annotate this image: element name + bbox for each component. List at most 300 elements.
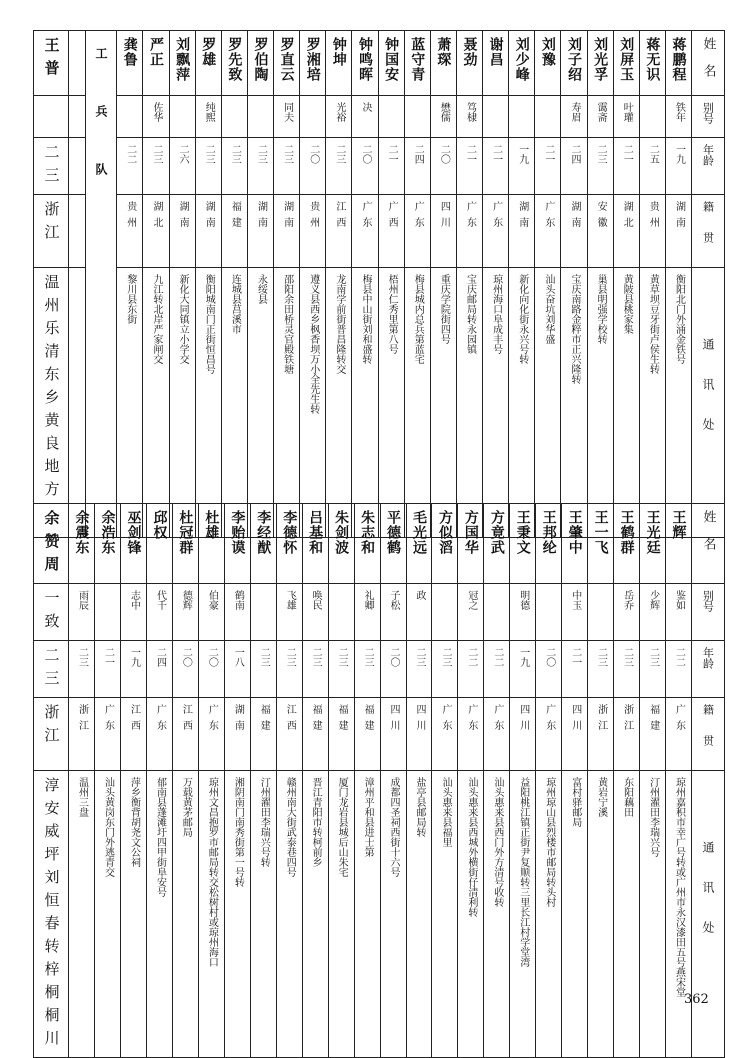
table-cell: [354, 504, 380, 584]
bottom_table-row-native: [34, 698, 725, 771]
table-cell: [143, 138, 169, 195]
person-native-place: 四川: [388, 704, 400, 736]
person-name: 严正: [147, 37, 164, 67]
person-age: 二五: [647, 144, 659, 164]
table-cell: [509, 138, 535, 195]
person-alias: 笃棣: [464, 102, 476, 122]
section-label: 工兵队: [94, 47, 108, 221]
person-name: 罗伯陶: [252, 37, 269, 82]
person-address: 重庆学院街四号: [438, 274, 450, 344]
person-age: 二〇: [388, 647, 400, 667]
person-native-place: 浙江: [42, 201, 61, 247]
person-name: 蒋无识: [644, 37, 661, 82]
table-cell: [302, 771, 328, 1058]
table-cell: [404, 138, 430, 195]
table-cell: [404, 96, 430, 138]
table-cell: [587, 195, 613, 268]
table-cell: [69, 641, 95, 698]
person-address: 梅县城内总兵第蓝宅: [412, 274, 424, 364]
table-cell: [484, 641, 510, 698]
person-address: 新化大同镇立小学交: [177, 274, 189, 364]
table-cell: [95, 698, 121, 771]
table-cell: [117, 195, 143, 268]
person-age: 二三: [255, 144, 267, 164]
person-name: 龚鲁: [121, 37, 138, 67]
table-cell: [665, 268, 691, 538]
person-address: 巢县明强学校转: [595, 274, 607, 344]
person-name: 罗先致: [226, 37, 243, 82]
table-cell: [117, 138, 143, 195]
person-alias: 唤民: [310, 590, 322, 610]
person-native-place: 广东: [465, 704, 477, 736]
person-alias: 明德: [517, 590, 529, 610]
table-cell: [172, 698, 198, 771]
table-cell: [300, 268, 326, 538]
person-name: 毛光远: [410, 510, 427, 555]
table-cell: [614, 641, 640, 698]
person-name: 蒋鹏程: [670, 37, 687, 82]
person-alias: 同夫: [281, 102, 293, 122]
person-native-place: 广东: [673, 704, 685, 736]
person-age: 二一: [102, 647, 114, 667]
person-address: 连城县莒溪市: [229, 274, 241, 334]
table-cell: [535, 268, 561, 538]
person-alias: 懋儒: [438, 102, 450, 122]
person-address: 梧州仁秀里第八号: [386, 274, 398, 354]
table-cell-last: [34, 96, 69, 138]
person-address: 汕头惠来县福里: [439, 777, 451, 847]
bottom_table-row-alias: [34, 584, 725, 641]
table-cell: [198, 584, 224, 641]
table-cell: [510, 641, 536, 698]
table-cell: [613, 138, 639, 195]
person-name: 罗湘培: [304, 37, 321, 82]
person-age: 二〇: [543, 647, 555, 667]
person-address: 赣州南大街武泰巷四号: [284, 777, 296, 877]
table-cell: [456, 31, 482, 96]
table-cell: [172, 641, 198, 698]
table-cell: [326, 268, 352, 538]
table-cell: [406, 641, 432, 698]
table-cell: [380, 698, 406, 771]
person-name: 王邦纶: [540, 510, 557, 555]
person-address: 衡阳北门外涌金铁号: [673, 274, 685, 364]
person-age: 二三: [284, 647, 296, 667]
header-name: [692, 504, 725, 584]
table-cell: [430, 268, 456, 538]
table-cell-last: [34, 584, 69, 641]
person-name: 谢昌: [487, 37, 504, 67]
table-cell: [224, 584, 250, 641]
person-age: 二一: [621, 144, 633, 164]
person-name: 巫剑锋: [125, 510, 142, 555]
header-label-age: 年龄: [701, 647, 715, 669]
table-cell: [378, 268, 404, 538]
table-cell: [536, 641, 562, 698]
table-cell: [562, 504, 588, 584]
person-name: 王秉文: [514, 510, 531, 555]
person-age: 二三: [595, 144, 607, 164]
table-cell: [613, 96, 639, 138]
person-age: 二二: [491, 647, 503, 667]
table-cell: [328, 504, 354, 584]
person-address: 黄陂县桃家集: [621, 274, 633, 334]
person-name: 杜雄: [203, 510, 220, 540]
table-cell: [146, 504, 172, 584]
person-address: 黄岩宁溪: [595, 777, 607, 817]
person-name: 钟鸣晖: [356, 37, 373, 82]
table-cell: [195, 96, 221, 138]
table-cell: [221, 96, 247, 138]
table-cell: [614, 698, 640, 771]
table-cell: [221, 268, 247, 538]
table-cell: [562, 698, 588, 771]
person-name: 王普: [42, 37, 61, 83]
table-cell: [198, 641, 224, 698]
person-address: 琼州嘉积市幸广号转或广州市永汉漆田五号燕宋堂: [673, 777, 685, 997]
person-native-place: 福建: [258, 704, 270, 736]
person-address: 遵义县西乡枫香坝万小全先生转: [307, 274, 319, 414]
table-cell: [247, 31, 273, 96]
person-address: 新化向化街永兴号转: [516, 274, 528, 364]
table-cell: [274, 31, 300, 96]
table-cell: [456, 268, 482, 538]
person-name: 李贻谟: [229, 510, 246, 555]
header-label-native: 籍贯: [701, 704, 715, 766]
person-age: 一九: [673, 144, 685, 164]
table-cell: [639, 138, 665, 195]
person-native-place: 湖南: [177, 201, 189, 233]
table-cell: [456, 195, 482, 268]
roster-table-bottom: [33, 503, 725, 1058]
bottom_table-row-address: [34, 771, 725, 1058]
table-cell: [117, 268, 143, 538]
person-name: 王鹤群: [618, 510, 635, 555]
person-address: 龙南学前街普昌隆转交: [333, 274, 345, 374]
table-cell: [666, 584, 692, 641]
table-cell: [224, 771, 250, 1058]
person-age: 二一: [490, 144, 502, 164]
table-cell-last: [34, 504, 69, 584]
table-cell-last: [34, 641, 69, 698]
table-cell: [352, 268, 378, 538]
person-native-place: 四川: [569, 704, 581, 736]
person-address: 汕头惠来县西门外方清号收转: [491, 777, 503, 907]
person-native-place: 江西: [333, 201, 345, 233]
person-name: 刘少峰: [513, 37, 530, 82]
table-cell: [250, 771, 276, 1058]
person-address: 汕头奋坑刘华盛: [542, 274, 554, 344]
spacer-cell: [69, 31, 86, 96]
person-native-place: 广东: [206, 704, 218, 736]
person-name: 邱权: [151, 510, 168, 540]
person-age: 一九: [128, 647, 140, 667]
table-cell: [561, 138, 587, 195]
person-alias: 政: [413, 590, 425, 600]
table-cell: [536, 771, 562, 1058]
table-cell: [404, 268, 430, 538]
table-cell: [562, 771, 588, 1058]
table-cell: [484, 504, 510, 584]
top_table-row-native: [34, 195, 725, 268]
table-cell: [169, 138, 195, 195]
header-label-address: 通讯处: [701, 338, 715, 458]
person-native-place: 福建: [229, 201, 241, 233]
table-cell: [121, 771, 147, 1058]
table-cell: [121, 584, 147, 641]
table-cell: [326, 96, 352, 138]
person-alias: 志中: [128, 590, 140, 610]
person-age: 二〇: [180, 647, 192, 667]
table-cell: [588, 641, 614, 698]
table-cell: [640, 698, 666, 771]
table-cell: [430, 96, 456, 138]
table-cell: [406, 504, 432, 584]
person-address: 黄草坝豆牙街卢侯生转: [647, 274, 659, 374]
table-cell: [665, 31, 691, 96]
person-name: 王光廷: [644, 510, 661, 555]
top_table-row-age: [34, 138, 725, 195]
person-name: 刘光孚: [592, 37, 609, 82]
person-address: 琼州琼山县烈楼市邮局转头村: [543, 777, 555, 907]
person-alias: 子松: [388, 590, 400, 610]
person-address: 衡阳城南门正街恒昌号: [203, 274, 215, 374]
person-address: 益阳桃江镇正街尹复顺转三里长江村学堂湾: [517, 777, 529, 967]
table-cell: [247, 138, 273, 195]
person-alias: 鉴如: [673, 590, 685, 610]
person-native-place: 贵州: [647, 201, 659, 233]
table-cell: [69, 698, 95, 771]
table-cell: [195, 138, 221, 195]
header-age: [692, 641, 725, 698]
table-cell: [250, 584, 276, 641]
person-native-place: 广东: [464, 201, 476, 233]
person-name: 刘飘萍: [174, 37, 191, 82]
header-address: [692, 268, 725, 538]
table-cell: [302, 698, 328, 771]
header-label-alias: 别号: [701, 590, 715, 612]
table-cell: [404, 31, 430, 96]
table-cell: [121, 641, 147, 698]
person-address: 晋江青阳市转柯前乡: [310, 777, 322, 867]
table-cell: [95, 504, 121, 584]
person-age: 二三: [647, 647, 659, 667]
header-label-alias: 别号: [701, 102, 715, 124]
table-cell: [169, 31, 195, 96]
table-cell: [95, 641, 121, 698]
person-native-place: 贵州: [124, 201, 136, 233]
person-age: 二一: [464, 144, 476, 164]
table-cell: [300, 138, 326, 195]
person-address: 宝庆邮局转永园镇: [464, 274, 476, 354]
person-name: 钟国安: [383, 37, 400, 82]
table-cell: [588, 771, 614, 1058]
table-cell: [613, 195, 639, 268]
person-name: 罗直云: [278, 37, 295, 82]
table-cell: [640, 504, 666, 584]
person-native-place: 湖南: [281, 201, 293, 233]
table-cell: [276, 641, 302, 698]
person-native-place: 湖南: [255, 201, 267, 233]
person-native-place: 四川: [413, 704, 425, 736]
table-cell-last: [34, 698, 69, 771]
person-native-place: 湖南: [203, 201, 215, 233]
person-address: 温州三盘: [76, 777, 88, 817]
table-cell: [614, 584, 640, 641]
person-address: 湘阴南门南秀街第一号转: [232, 777, 244, 887]
top_table-row-alias: [34, 96, 725, 138]
table-cell: [195, 268, 221, 538]
person-age: 二〇: [359, 144, 371, 164]
table-cell: [117, 31, 143, 96]
person-age: 二三: [439, 647, 451, 667]
person-alias: 一致: [42, 590, 61, 636]
person-age: 二三: [310, 647, 322, 667]
person-alias: 岳乔: [621, 590, 633, 610]
table-cell: [509, 31, 535, 96]
bottom_table-row-name: [34, 504, 725, 584]
table-cell: [561, 268, 587, 538]
person-name: 余浩东: [99, 510, 116, 555]
table-cell-last: [34, 771, 69, 1058]
table-cell: [458, 641, 484, 698]
table-cell: [198, 504, 224, 584]
person-age: 二六: [177, 144, 189, 164]
table-cell: [143, 96, 169, 138]
person-native-place: 广东: [491, 704, 503, 736]
table-cell: [378, 31, 404, 96]
table-cell: [639, 31, 665, 96]
table-cell: [146, 641, 172, 698]
header-native: [692, 195, 725, 268]
table-cell: [352, 96, 378, 138]
table-cell: [510, 504, 536, 584]
table-cell: [352, 31, 378, 96]
table-cell: [509, 195, 535, 268]
header-alias: [692, 96, 725, 138]
person-age: 二〇: [307, 144, 319, 164]
page-number: 362: [684, 992, 709, 1007]
table-cell: [665, 138, 691, 195]
table-cell: [406, 698, 432, 771]
person-address: 萍乡衡背胡尧文公祠: [128, 777, 140, 867]
person-name: 杜冠群: [177, 510, 194, 555]
person-address: 汀州濯田李瑞兴号转: [258, 777, 270, 867]
table-cell: [198, 771, 224, 1058]
person-native-place: 湖南: [516, 201, 528, 233]
person-age: 二一: [386, 144, 398, 164]
table-cell: [326, 31, 352, 96]
table-cell: [561, 96, 587, 138]
person-address: 九江转北岸严家闸交: [150, 274, 162, 364]
person-alias: 光裕: [333, 102, 345, 122]
table-cell: [354, 771, 380, 1058]
table-cell: [406, 771, 432, 1058]
table-cell: [640, 771, 666, 1058]
person-age: 二〇: [438, 144, 450, 164]
person-address: 温州乐清东乡黄良地方: [42, 274, 61, 504]
table-cell: [535, 31, 561, 96]
table-cell: [614, 504, 640, 584]
person-native-place: 广东: [439, 704, 451, 736]
table-cell: [666, 771, 692, 1058]
person-address: 邵阳余田桥灵官殿铁塘: [281, 274, 293, 374]
person-native-place: 浙江: [621, 704, 633, 736]
table-cell: [69, 584, 95, 641]
person-address: 黎川县东街: [124, 274, 136, 324]
person-alias: 中玉: [569, 590, 581, 610]
table-cell: [536, 584, 562, 641]
table-cell: [639, 195, 665, 268]
table-cell: [613, 31, 639, 96]
table-cell: [588, 698, 614, 771]
table-cell: [250, 641, 276, 698]
table-cell: [510, 698, 536, 771]
table-cell: [352, 138, 378, 195]
table-cell: [378, 138, 404, 195]
table-cell: [380, 641, 406, 698]
table-cell: [221, 31, 247, 96]
table-cell: [300, 31, 326, 96]
person-native-place: 江西: [284, 704, 296, 736]
table-cell: [276, 584, 302, 641]
person-address: 汕头黄岗东门外逃青交: [102, 777, 114, 877]
person-age: 二一: [569, 647, 581, 667]
table-cell: [430, 31, 456, 96]
person-age: 一八: [232, 647, 244, 667]
person-name: 方似滔: [436, 510, 453, 555]
person-address: 汕头惠来县西城外横街仔清利转: [465, 777, 477, 917]
table-cell: [274, 96, 300, 138]
table-cell: [326, 138, 352, 195]
person-age: 二二: [465, 647, 477, 667]
header-address: [692, 771, 725, 1058]
person-native-place: 浙江: [595, 704, 607, 736]
table-cell: [666, 698, 692, 771]
person-age: 二四: [154, 647, 166, 667]
table-cell: [510, 584, 536, 641]
person-name: 蓝守青: [409, 37, 426, 82]
person-age: 二三: [595, 647, 607, 667]
table-cell: [639, 96, 665, 138]
person-native-place: 湖南: [568, 201, 580, 233]
header-label-native: 籍贯: [701, 201, 715, 263]
table-cell: [146, 698, 172, 771]
person-native-place: 广东: [543, 704, 555, 736]
person-native-place: 四川: [517, 704, 529, 736]
table-cell: [666, 641, 692, 698]
person-name: 平德鹤: [385, 510, 402, 555]
person-native-place: 福建: [647, 704, 659, 736]
person-native-place: 广东: [490, 201, 502, 233]
person-age: 二三: [42, 144, 61, 190]
table-cell: [665, 96, 691, 138]
table-cell: [69, 504, 95, 584]
table-cell: [172, 584, 198, 641]
table-cell: [432, 641, 458, 698]
table-cell: [483, 31, 509, 96]
person-alias: 霭斋: [595, 102, 607, 122]
top_table-row-address: [34, 268, 725, 538]
table-cell: [146, 584, 172, 641]
person-alias: 伯豪: [206, 590, 218, 610]
person-alias: 飞雄: [284, 590, 296, 610]
roster-table-top: [33, 30, 725, 538]
table-cell: [300, 96, 326, 138]
spacer-cell: [69, 96, 86, 138]
person-native-place: 福建: [362, 704, 374, 736]
table-cell: [274, 195, 300, 268]
